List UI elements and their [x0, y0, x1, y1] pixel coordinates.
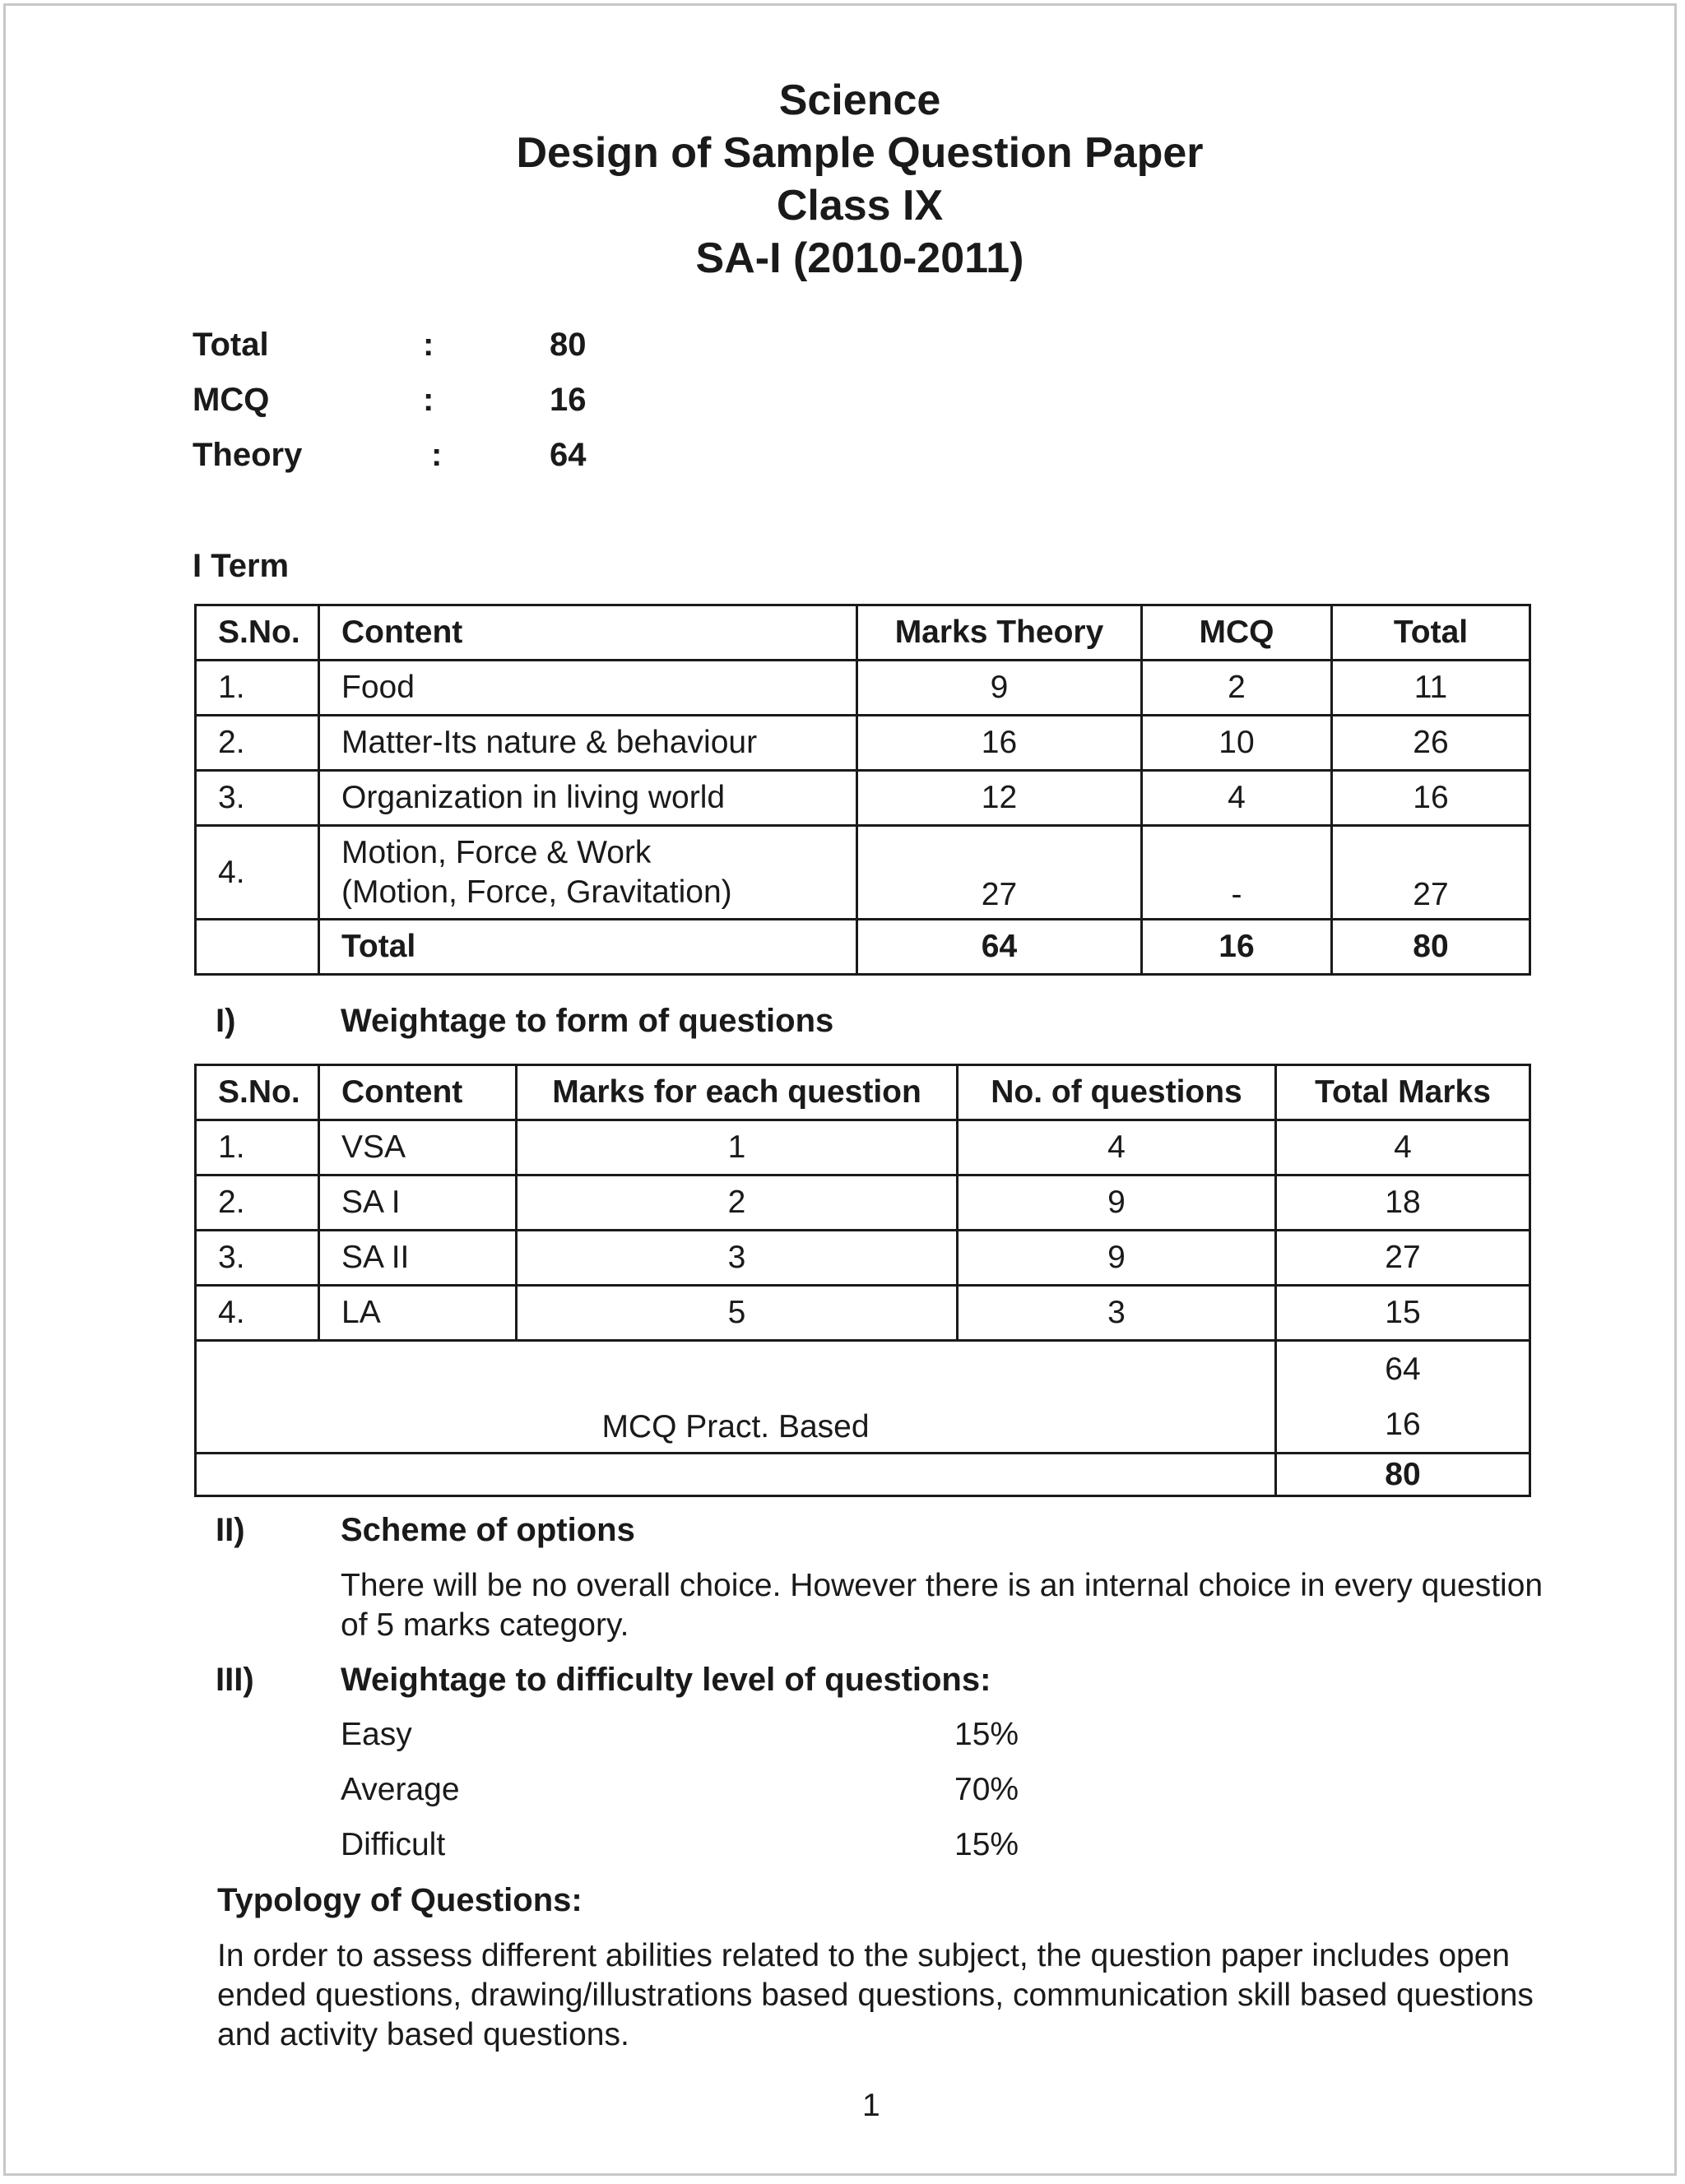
- header-total-marks: Total Marks: [1276, 1065, 1530, 1120]
- cell-content: Organization in living world: [319, 771, 857, 826]
- cell-total: 4: [1276, 1120, 1530, 1175]
- cell-total: 80: [1332, 920, 1530, 975]
- summary-sep-theory: :: [431, 437, 443, 473]
- section-title: Weightage to difficulty level of questions:: [341, 1662, 991, 1698]
- header-marks-theory: Marks Theory: [857, 605, 1142, 661]
- cell-sno: 3.: [196, 771, 319, 826]
- cell-mcq: 10: [1142, 716, 1332, 771]
- cell-mcq: 16: [1142, 920, 1332, 975]
- cell-content-line2: (Motion, Force, Gravitation): [341, 874, 732, 910]
- difficulty-label-average: Average: [341, 1772, 460, 1807]
- cell-mcq: -: [1142, 826, 1332, 920]
- header-marks-each: Marks for each question: [517, 1065, 958, 1120]
- cell-mcq-label: MCQ Pract. Based: [196, 1341, 1276, 1454]
- cell-total: 18: [1276, 1175, 1530, 1231]
- table-row: [196, 716, 1530, 771]
- header-num-questions: No. of questions: [958, 1065, 1276, 1120]
- cell-theory: 12: [857, 771, 1142, 826]
- section-title: Weightage to form of questions: [341, 1003, 834, 1039]
- cell-subtotal: 64: [1385, 1352, 1421, 1387]
- cell-content: VSA: [319, 1120, 517, 1175]
- header-content: Content: [319, 1065, 517, 1120]
- cell-sno: 4.: [196, 826, 319, 920]
- header-total: Total: [1332, 605, 1530, 661]
- section-number: I): [216, 1003, 236, 1039]
- cell-count: 3: [958, 1286, 1276, 1341]
- summary-label-theory: Theory: [193, 437, 303, 473]
- cell-marks: 3: [517, 1231, 958, 1286]
- cell-theory: 27: [857, 826, 1142, 920]
- difficulty-value-difficult: 15%: [954, 1827, 1019, 1862]
- table-row: [196, 661, 1530, 716]
- cell-count: 9: [958, 1175, 1276, 1231]
- table-row: [196, 1286, 1530, 1341]
- summary-sep-mcq: :: [423, 382, 434, 418]
- table-grand-total-row: [196, 1454, 1530, 1496]
- table-row: [196, 826, 1530, 920]
- cell-marks: 1: [517, 1120, 958, 1175]
- summary-label-total: Total: [193, 327, 269, 363]
- table-total-row: [196, 920, 1530, 975]
- table-summary-row: [196, 1341, 1530, 1454]
- cell-empty: [196, 1454, 1276, 1496]
- page-title-design: Design of Sample Question Paper: [516, 129, 1204, 177]
- page-title-term: SA-I (2010-2011): [695, 234, 1024, 282]
- cell-total: 11: [1332, 661, 1530, 716]
- cell-sno: 3.: [196, 1231, 319, 1286]
- difficulty-value-average: 70%: [954, 1772, 1019, 1807]
- cell-total: 16: [1332, 771, 1530, 826]
- table-header-row: [196, 605, 1530, 661]
- typology-title: Typology of Questions:: [217, 1882, 583, 1918]
- page-title-class: Class IX: [776, 182, 944, 230]
- options-text-line1: There will be no overall choice. However there is an internal choice in every question: [341, 1568, 1543, 1603]
- summary-value-total: 80: [550, 327, 587, 363]
- cell-sno: 2.: [196, 716, 319, 771]
- table-row: [196, 1231, 1530, 1286]
- cell-content: Matter-Its nature & behaviour: [319, 716, 857, 771]
- header-sno: S.No.: [196, 605, 319, 661]
- cell-content-line1: Motion, Force & Work: [341, 834, 652, 870]
- page-title-subject: Science: [778, 77, 941, 124]
- summary-value-theory: 64: [550, 437, 587, 473]
- cell-total: 27: [1276, 1231, 1530, 1286]
- typology-text-line3: and activity based questions.: [217, 2017, 629, 2052]
- table-row: [196, 1120, 1530, 1175]
- cell-theory: 64: [857, 920, 1142, 975]
- cell-theory: 16: [857, 716, 1142, 771]
- typology-text-line2: ended questions, drawing/illustrations based questions, communication skill based questions: [217, 1978, 1534, 2013]
- header-mcq: MCQ: [1142, 605, 1332, 661]
- table-header-row: [196, 1065, 1530, 1120]
- cell-mcq-value: 16: [1385, 1407, 1421, 1442]
- cell-sno: 1.: [196, 1120, 319, 1175]
- section-title: Scheme of options: [341, 1512, 635, 1548]
- summary-label-mcq: MCQ: [193, 382, 270, 418]
- cell-grand-total: 80: [1276, 1454, 1530, 1496]
- cell-content: Food: [319, 661, 857, 716]
- typology-text-line1: In order to assess different abilities related to the subject, the question paper includes open: [217, 1938, 1511, 1973]
- question-form-table: [194, 1064, 1531, 1497]
- cell-sno: 2.: [196, 1175, 319, 1231]
- cell-total: 27: [1332, 826, 1530, 920]
- cell-sno: 1.: [196, 661, 319, 716]
- summary-value-mcq: 16: [550, 382, 587, 418]
- section-number: II): [216, 1512, 245, 1548]
- cell-mcq: 4: [1142, 771, 1332, 826]
- term-marks-table: [194, 604, 1531, 976]
- cell-marks: 2: [517, 1175, 958, 1231]
- cell-content: SA II: [319, 1231, 517, 1286]
- section-number: III): [216, 1662, 254, 1698]
- difficulty-label-easy: Easy: [341, 1717, 412, 1752]
- cell-count: 4: [958, 1120, 1276, 1175]
- table-row: [196, 771, 1530, 826]
- cell-empty: [196, 920, 319, 975]
- cell-total-label: Total: [319, 920, 857, 975]
- cell-total: 15: [1276, 1286, 1530, 1341]
- cell-subtotals: [1276, 1341, 1530, 1454]
- difficulty-value-easy: 15%: [954, 1717, 1019, 1752]
- cell-mcq: 2: [1142, 661, 1332, 716]
- cell-content: LA: [319, 1286, 517, 1341]
- cell-marks: 5: [517, 1286, 958, 1341]
- cell-total: 26: [1332, 716, 1530, 771]
- cell-content: [319, 826, 857, 920]
- page-number: 1: [862, 2088, 880, 2123]
- cell-count: 9: [958, 1231, 1276, 1286]
- header-content: Content: [319, 605, 857, 661]
- options-text-line2: of 5 marks category.: [341, 1607, 629, 1643]
- header-sno: S.No.: [196, 1065, 319, 1120]
- cell-sno: 4.: [196, 1286, 319, 1341]
- difficulty-label-difficult: Difficult: [341, 1827, 446, 1862]
- table-row: [196, 1175, 1530, 1231]
- summary-sep-total: :: [423, 327, 434, 363]
- term-heading: I Term: [193, 548, 290, 584]
- cell-theory: 9: [857, 661, 1142, 716]
- cell-content: SA I: [319, 1175, 517, 1231]
